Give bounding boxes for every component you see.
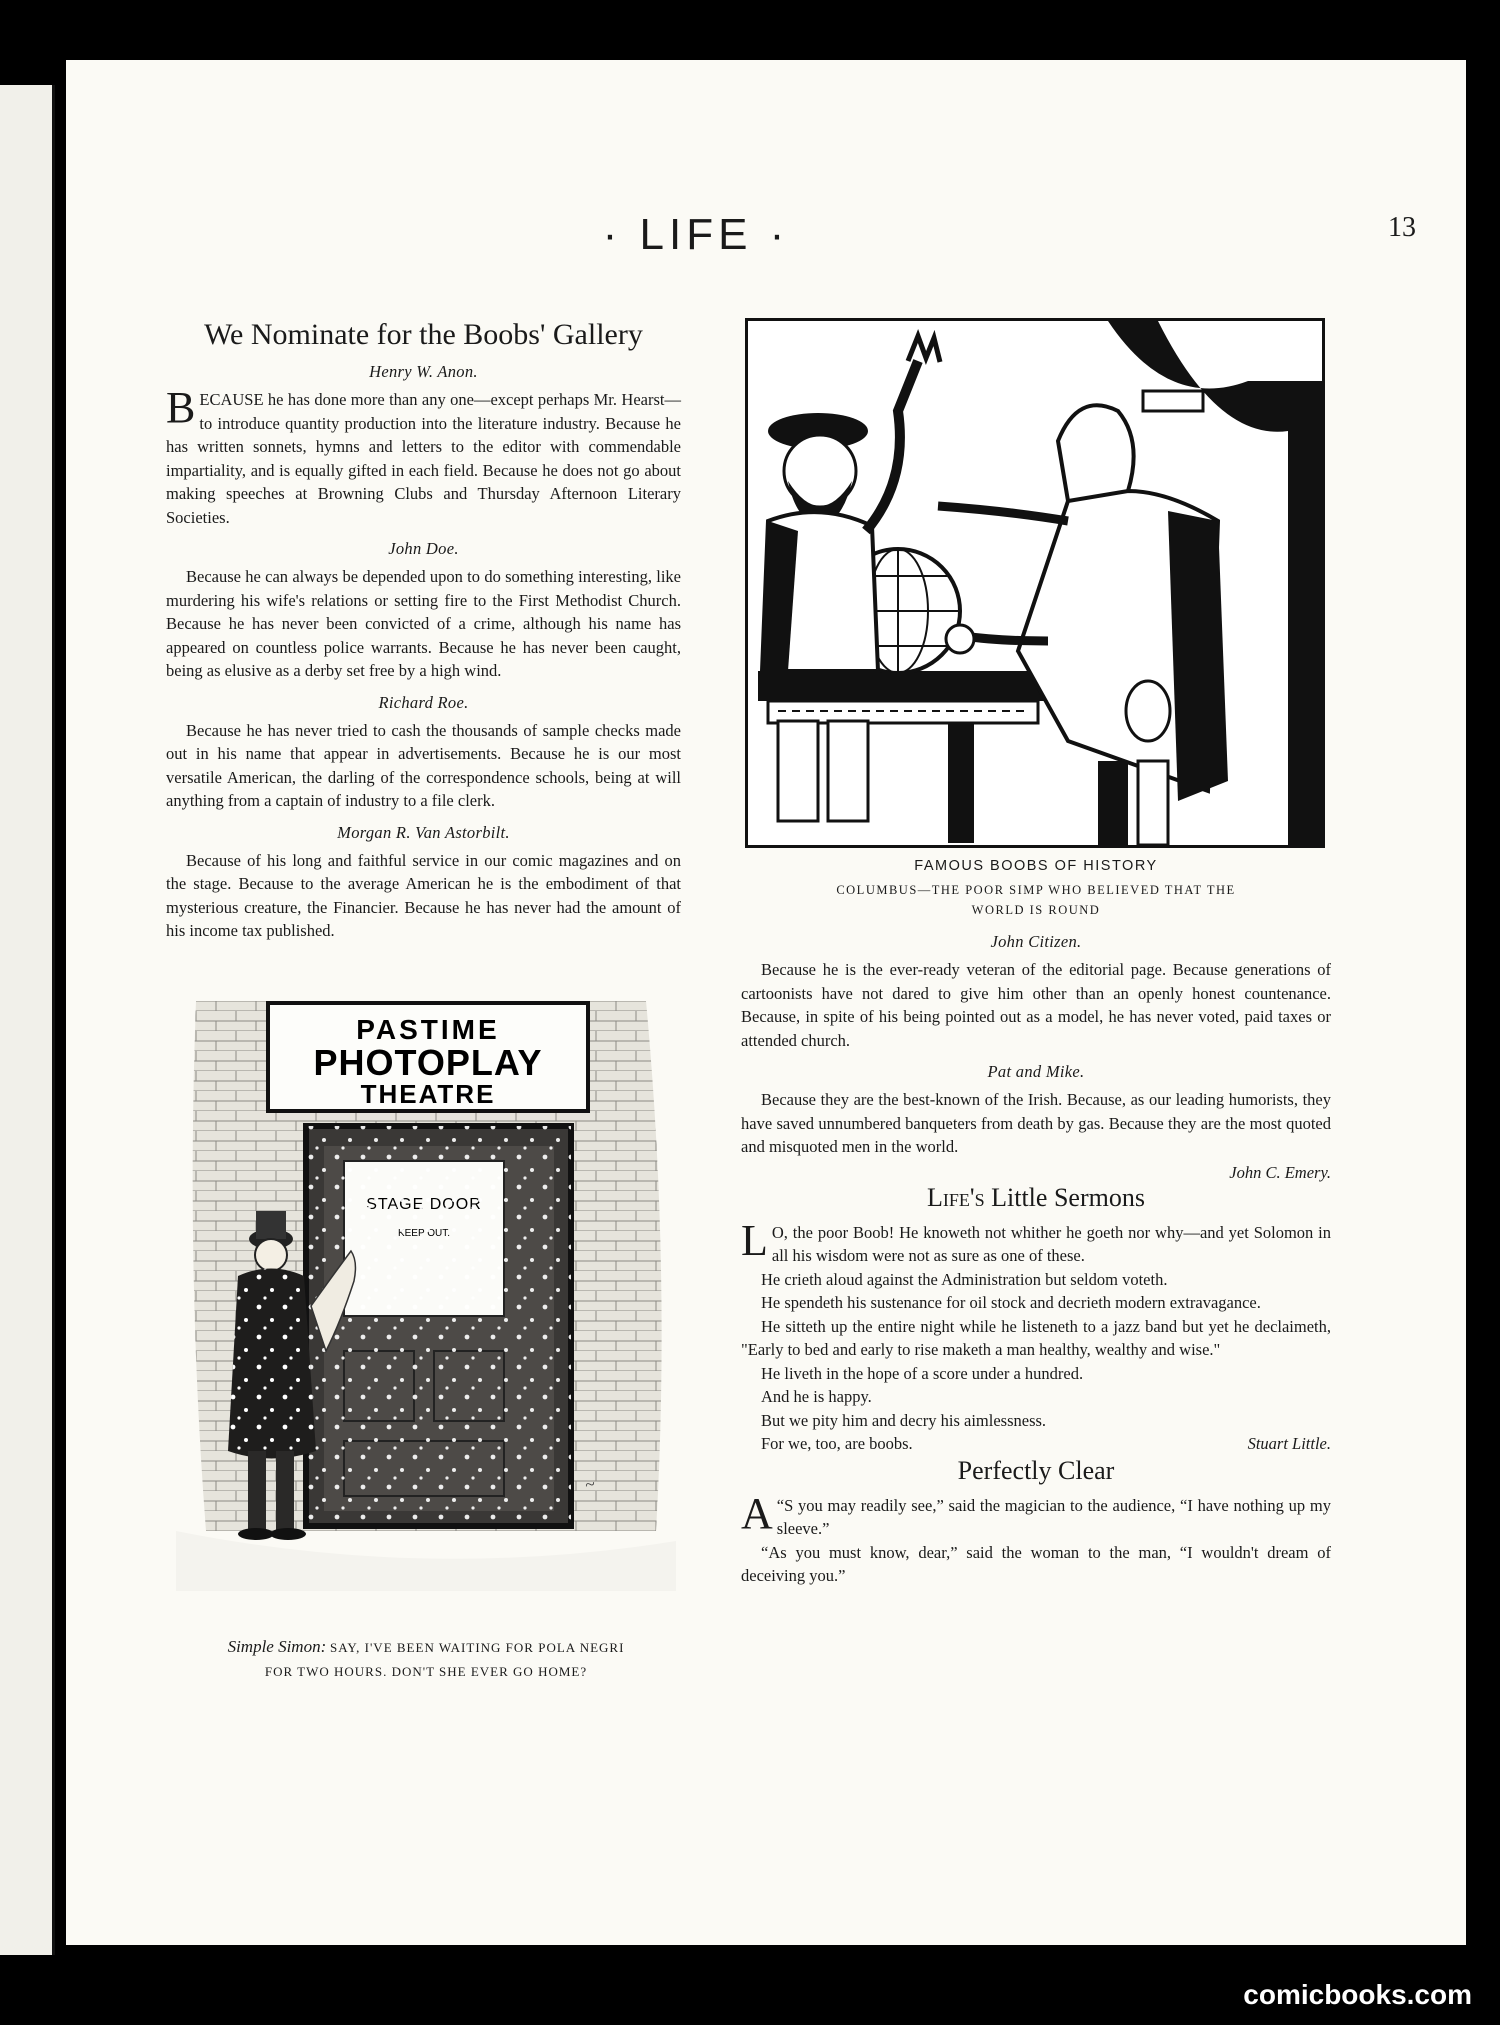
entry-text: BECAUSE he has done more than any one—except perhaps Mr. Hearst—to introduce quantity production into the literature industry. Because he has written sonnets, hymns and letters to the editor with commendable impartiality, and is equally gifted in each field. Because he does not go about making speeches at Browning Clubs and Thursday Afternoon Literary Societies. — [166, 383, 681, 527]
caption-speaker: Simple Simon: — [227, 1636, 327, 1656]
caption-quote-2: FOR TWO HOURS. DON'T SHE EVER GO HOME? — [264, 1663, 588, 1679]
page-number: 13 — [1388, 212, 1416, 243]
sermons-title: Life's Little Sermons — [927, 1182, 1145, 1212]
sermon-signature: Stuart Little. — [1247, 1434, 1331, 1453]
right-column — [741, 318, 1331, 1588]
theatre-cartoon — [176, 971, 676, 1679]
sermon-last: For we, too, are boobs. Stuart Little. — [741, 1432, 1331, 1456]
entry-text: Because he is the ever-ready veteran of the editorial page. Because generations of cartoonists have not dared to give him other than an openly honest countenance. Because, in spite of his being pointed out as a model, he has never voted, paid taxes or attended church. — [741, 960, 1331, 1050]
perfectly-clear-second: “As you must know, dear,” said the woman to the man, “I wouldn't dream of deceiving you.” — [741, 1542, 1331, 1585]
magazine-page — [66, 60, 1466, 1945]
entry-name: Morgan R. Van Astorbilt. — [337, 822, 510, 842]
entry-name: Richard Roe. — [378, 692, 469, 712]
article-title: We Nominate for the Boobs' Gallery — [204, 318, 643, 351]
site-watermark: comicbooks.com — [1243, 1979, 1472, 2010]
cartoon-caption-head: FAMOUS BOOBS OF HISTORY — [914, 858, 1158, 874]
sign-line2: PHOTOPLAY — [313, 1041, 543, 1083]
sermon-line: He sitteth up the entire night while he listeneth to a jazz band but yet he declaimeth, "Early to bed and early to rise maketh a man healthy, wealthy and wise." — [741, 1316, 1331, 1359]
entry-text: Because of his long and faithful service in our comic magazines and on the stage. Because to the average American he is the embodiment of that mysterious creature, the Financier. Because he has never had the amount of his income tax published. — [166, 850, 681, 940]
entry-name: Henry W. Anon. — [369, 362, 478, 381]
page-header — [66, 200, 1466, 270]
entry-name: Pat and Mike. — [987, 1062, 1085, 1081]
cartoon-caption-sub: COLUMBUS—THE POOR SIMP WHO BELIEVED THAT THE WORLD IS ROUND — [836, 883, 1236, 917]
sermon-line: But we pity him and decry his aimlessness. — [761, 1410, 1047, 1430]
entry-name: John Citizen. — [990, 932, 1082, 951]
sign-line1: PASTIME — [356, 1013, 500, 1045]
sign-line3: THEATRE — [360, 1078, 496, 1109]
columbus-cartoon — [745, 318, 1325, 848]
entry-text: Because he has never tried to cash the thousands of sample checks made out in his name that appear in advertisements. Because he is our most versatile American, the darling of the correspondence schools, being at will anything from a captain of industry to a file clerk. — [166, 720, 681, 810]
sermon-line: He spendeth his sustenance for oil stock and decrieth modern extravagance. — [761, 1293, 1261, 1312]
entry-name: John Doe. — [388, 539, 459, 558]
sermon-line: He crieth aloud against the Administration but seldom voteth. — [761, 1269, 1168, 1289]
entry-text: Because they are the best-known of the Irish. Because, as our leading humorists, they have saved unnumbered banqueters from death by gas. Because they are the most quoted and misquoted men in the world. — [741, 1090, 1331, 1156]
perfectly-clear-title: Perfectly Clear — [957, 1455, 1115, 1485]
perfectly-clear-first: “ A S you may readily see,” said the magician to the audience, “I have nothing up my sleeve.” — [741, 1488, 1331, 1538]
left-page-edge — [0, 85, 55, 1955]
left-column — [166, 318, 681, 1679]
sermon-first: L O, the poor Boob! He knoweth not whither he goeth nor why—and yet Solomon in all his wisdom were not as sure as one of these. — [741, 1215, 1331, 1265]
theatre-caption — [176, 1635, 676, 1684]
svg-text:~: ~ — [583, 1473, 597, 1495]
entry-text: Because he can always be depended upon to do something interesting, like murdering his wife's relations or setting fire to the First Methodist Church. Because he has never been convicted of a crime, although his name has appeared on countless police warrants. Because he has never been caught, being as elusive as a derby set free by a high wind. — [166, 567, 681, 680]
drop-cap: A — [741, 1488, 773, 1538]
caption-quote-1: SAY, I'VE BEEN WAITING FOR POLA NEGRI — [330, 1639, 625, 1655]
drop-cap: L — [741, 1215, 768, 1265]
columbus-illustration — [748, 321, 1322, 845]
theatre-illustration — [176, 971, 676, 1631]
article-signature: John C. Emery. — [1229, 1162, 1331, 1182]
sermon-line: He liveth in the hope of a score under a hundred. — [761, 1363, 1084, 1383]
drop-cap: B — [166, 383, 196, 432]
sermon-line: And he is happy. — [761, 1387, 872, 1406]
masthead: · LIFE · — [602, 210, 790, 259]
